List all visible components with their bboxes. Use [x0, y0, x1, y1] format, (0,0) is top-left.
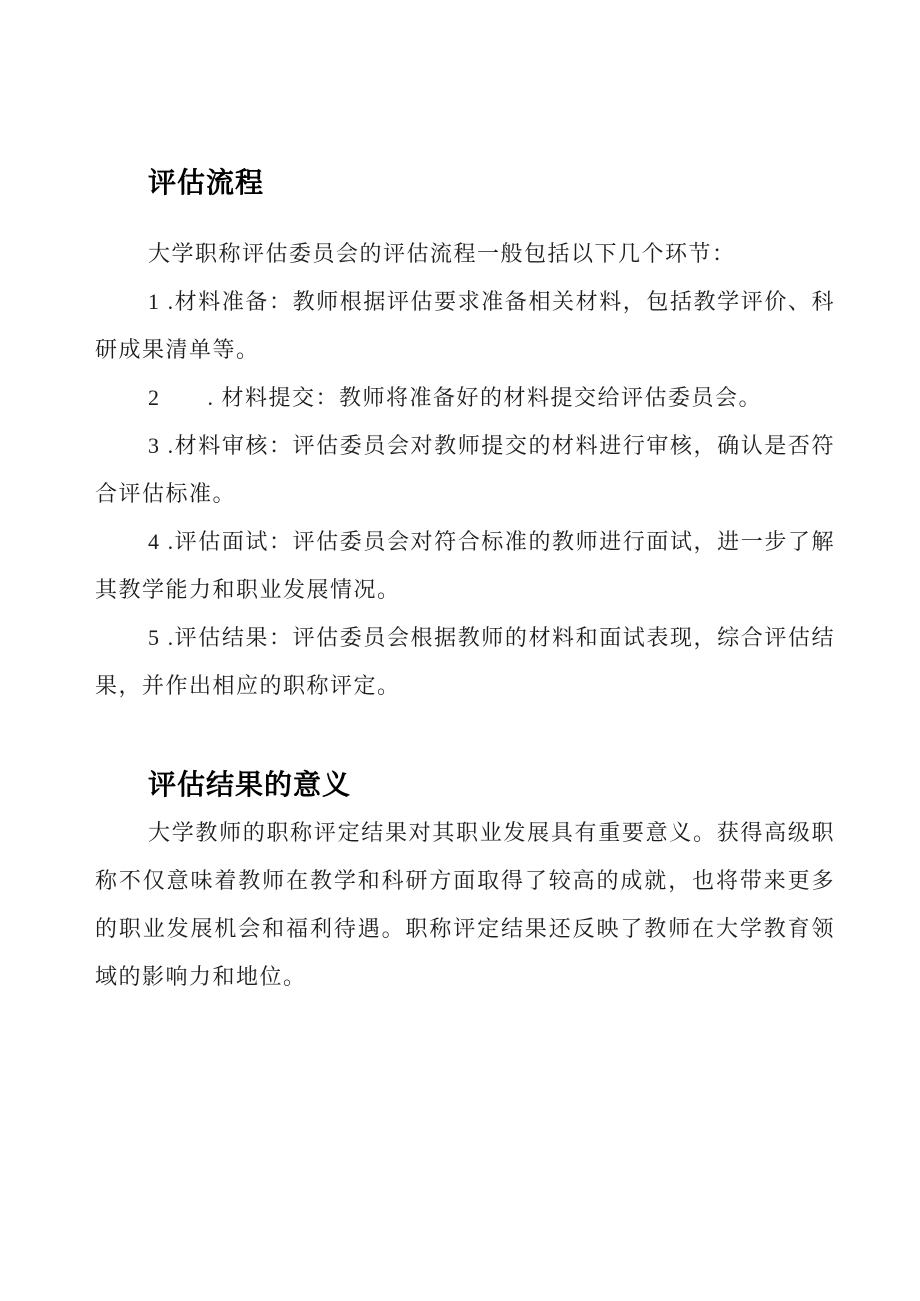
para-step-4-evaluation-interview: 4 .评估面试：评估委员会对符合标准的教师进行面试，进一步了解其教学能力和职业发展情况。 [95, 529, 835, 602]
para-step-1-material-preparation: 1 .材料准备：教师根据评估要求准备相关材料，包括教学评价、科研成果清单等。 [95, 289, 835, 362]
heading-result-significance: 评估结果的意义 [148, 769, 352, 800]
para-intro: 大学职称评估委员会的评估流程一般包括以下几个环节： [148, 241, 736, 266]
para-result-significance: 大学教师的职称评定结果对其职业发展具有重要意义。获得高级职称不仅意味着教师在教学和科研方面取得了较高的成就，也将带来更多的职业发展机会和福利待遇。职称评定结果还反映了教师在大学教育领域的影响力和地位。 [95, 820, 835, 989]
para-step-2-material-submission: 2 . 材料提交：教师将准备好的材料提交给评估委员会。 [148, 385, 763, 410]
para-step-5-evaluation-result: 5 .评估结果：评估委员会根据教师的材料和面试表现，综合评估结果，并作出相应的职称评定。 [95, 625, 835, 698]
section-result-significance [95, 768, 835, 1001]
heading-evaluation-process: 评估流程 [148, 167, 265, 198]
section-evaluation-process [95, 166, 835, 710]
para-step-3-material-review: 3 .材料审核：评估委员会对教师提交的材料进行审核，确认是否符合评估标准。 [95, 433, 835, 506]
